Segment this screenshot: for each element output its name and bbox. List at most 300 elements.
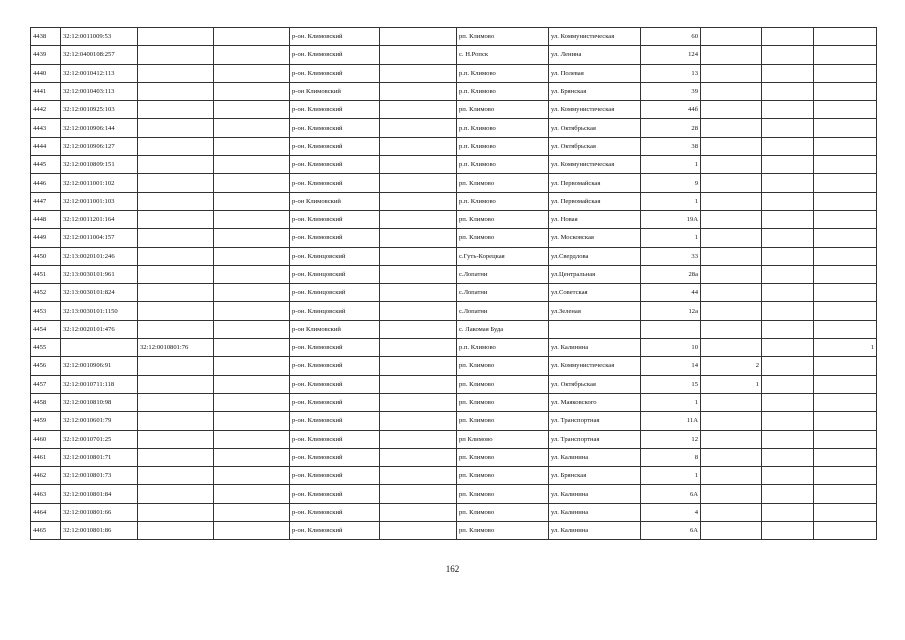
cadastral-number-alt-cell [138,210,214,228]
value-a-cell [701,82,762,100]
value-c-cell [814,302,877,320]
value-a-cell [701,229,762,247]
empty-cell-cell [214,467,290,485]
empty-cell-cell [380,467,457,485]
value-b-cell [762,375,814,393]
value-b-cell [762,156,814,174]
value-c-cell [814,174,877,192]
value-c-cell [814,119,877,137]
house-number-cell: 39 [641,82,701,100]
empty-cell-cell [380,119,457,137]
settlement-cell: рп. Климово [457,28,549,46]
empty-cell-cell [214,82,290,100]
value-b-cell [762,82,814,100]
district-cell: р-он. Климовский [290,174,380,192]
value-a-cell [701,210,762,228]
empty-cell-cell [380,137,457,155]
cadastral-number-cell: 32:12:0010403:113 [61,82,138,100]
table-row [31,430,877,448]
value-c-cell [814,265,877,283]
empty-cell-cell [214,119,290,137]
table-row [31,320,877,338]
empty-cell-cell [380,339,457,357]
cadastral-number-alt-cell [138,137,214,155]
cadastral-number-cell: 32:13:0030101:961 [61,265,138,283]
value-b-cell [762,302,814,320]
value-a-cell [701,302,762,320]
value-b-cell [762,467,814,485]
table-row [31,302,877,320]
row-number-cell: 4439 [31,46,61,64]
empty-cell-cell [380,320,457,338]
settlement-cell: с.Лопатни [457,302,549,320]
value-b-cell [762,284,814,302]
value-c-cell [814,412,877,430]
cadastral-number-alt-cell [138,82,214,100]
cadastral-number-alt-cell [138,46,214,64]
row-number-cell: 4440 [31,64,61,82]
district-cell: р-он. Климовский [290,64,380,82]
value-a-cell [701,522,762,540]
cadastral-number-alt-cell [138,357,214,375]
empty-cell-cell [214,485,290,503]
empty-cell-cell [214,174,290,192]
district-cell: р-он. Климовский [290,467,380,485]
house-number-cell: 9 [641,174,701,192]
district-cell: р-он Климовский [290,82,380,100]
value-b-cell [762,64,814,82]
value-a-cell [701,412,762,430]
empty-cell-cell [380,192,457,210]
table-row [31,375,877,393]
empty-cell-cell [380,210,457,228]
table-row [31,412,877,430]
row-number-cell: 4459 [31,412,61,430]
empty-cell-cell [380,229,457,247]
value-c-cell [814,156,877,174]
value-a-cell: 2 [701,357,762,375]
table-row [31,467,877,485]
empty-cell-cell [380,284,457,302]
table-row [31,448,877,466]
empty-cell-cell [214,229,290,247]
house-number-cell: 124 [641,46,701,64]
house-number-cell: 28 [641,119,701,137]
settlement-cell: рп. Климово [457,210,549,228]
settlement-cell: рп. Климово [457,375,549,393]
house-number-cell: 14 [641,357,701,375]
value-a-cell [701,119,762,137]
district-cell: р-он. Климовский [290,357,380,375]
cadastral-number-cell [61,339,138,357]
value-b-cell [762,320,814,338]
cadastral-number-cell: 32:12:0011001:103 [61,192,138,210]
empty-cell-cell [214,265,290,283]
house-number-cell: 11А [641,412,701,430]
empty-cell-cell [380,412,457,430]
cadastral-number-cell: 32:12:0010925:103 [61,101,138,119]
row-number-cell: 4449 [31,229,61,247]
table-row [31,265,877,283]
cadastral-number-alt-cell: 32:12:0010801:76 [138,339,214,357]
cadastral-number-alt-cell [138,64,214,82]
street-cell: ул. Первомайская [549,174,641,192]
row-number-cell: 4454 [31,320,61,338]
street-cell: ул. Московская [549,229,641,247]
empty-cell-cell [214,412,290,430]
table-row [31,82,877,100]
value-b-cell [762,265,814,283]
registry-table [30,27,877,540]
value-c-cell [814,522,877,540]
table-row [31,503,877,521]
row-number-cell: 4438 [31,28,61,46]
street-cell: ул. Коммунистическая [549,357,641,375]
empty-cell-cell [380,28,457,46]
street-cell: ул. Калинина [549,339,641,357]
value-a-cell [701,101,762,119]
house-number-cell: 1 [641,229,701,247]
value-b-cell [762,101,814,119]
cadastral-number-alt-cell [138,448,214,466]
empty-cell-cell [380,247,457,265]
settlement-cell: р.п. Климово [457,137,549,155]
cadastral-number-cell: 32:12:0010801:73 [61,467,138,485]
house-number-cell: 12а [641,302,701,320]
empty-cell-cell [214,284,290,302]
table-row [31,393,877,411]
empty-cell-cell [214,210,290,228]
value-c-cell [814,192,877,210]
empty-cell-cell [214,375,290,393]
street-cell: ул.Советская [549,284,641,302]
table-row [31,64,877,82]
settlement-cell: рп Климово [457,430,549,448]
empty-cell-cell [380,82,457,100]
value-a-cell [701,247,762,265]
settlement-cell: рп. Климово [457,485,549,503]
row-number-cell: 4443 [31,119,61,137]
cadastral-number-alt-cell [138,101,214,119]
empty-cell-cell [214,192,290,210]
empty-cell-cell [214,46,290,64]
value-a-cell [701,339,762,357]
value-b-cell [762,485,814,503]
settlement-cell: рп. Климово [457,101,549,119]
value-b-cell [762,229,814,247]
row-number-cell: 4450 [31,247,61,265]
cadastral-number-alt-cell [138,265,214,283]
cadastral-number-cell: 32:12:0010906:127 [61,137,138,155]
district-cell: р-он Климовский [290,192,380,210]
row-number-cell: 4455 [31,339,61,357]
district-cell: р-он. Клинцовский [290,302,380,320]
page-number: 162 [445,564,460,574]
value-b-cell [762,412,814,430]
house-number-cell: 6А [641,522,701,540]
row-number-cell: 4446 [31,174,61,192]
cadastral-number-alt-cell [138,430,214,448]
street-cell: ул. Октябрьская [549,119,641,137]
cadastral-number-cell: 32:13:0030101:1150 [61,302,138,320]
table-row [31,339,877,357]
cadastral-number-alt-cell [138,320,214,338]
street-cell: ул. Брянская [549,467,641,485]
value-c-cell [814,229,877,247]
value-c-cell [814,357,877,375]
settlement-cell: р.п. Климово [457,156,549,174]
value-a-cell [701,137,762,155]
house-number-cell: 28а [641,265,701,283]
district-cell: р-он. Климовский [290,485,380,503]
district-cell: р-он. Климовский [290,156,380,174]
value-c-cell [814,137,877,155]
district-cell: р-он. Климовский [290,412,380,430]
district-cell: р-он. Клинцовский [290,284,380,302]
value-b-cell [762,339,814,357]
value-b-cell [762,357,814,375]
district-cell: р-он. Климовский [290,448,380,466]
value-a-cell [701,64,762,82]
settlement-cell: рп. Климово [457,412,549,430]
table-body [31,28,877,540]
empty-cell-cell [214,137,290,155]
value-c-cell [814,210,877,228]
settlement-cell: р.п. Климово [457,339,549,357]
value-a-cell [701,503,762,521]
row-number-cell: 4447 [31,192,61,210]
cadastral-number-alt-cell [138,375,214,393]
street-cell: ул. Ленина [549,46,641,64]
value-c-cell [814,448,877,466]
table-row [31,156,877,174]
settlement-cell: с.Лопатни [457,265,549,283]
house-number-cell: 19А [641,210,701,228]
value-c-cell [814,503,877,521]
empty-cell-cell [214,339,290,357]
value-c-cell [814,247,877,265]
value-b-cell [762,192,814,210]
street-cell: ул. Новая [549,210,641,228]
house-number-cell: 4 [641,503,701,521]
cadastral-number-cell: 32:12:0010906:91 [61,357,138,375]
row-number-cell: 4458 [31,393,61,411]
cadastral-number-cell: 32:12:0010701:25 [61,430,138,448]
empty-cell-cell [214,503,290,521]
row-number-cell: 4460 [31,430,61,448]
cadastral-number-alt-cell [138,229,214,247]
value-b-cell [762,46,814,64]
cadastral-number-cell: 32:12:0010801:66 [61,503,138,521]
cadastral-number-alt-cell [138,503,214,521]
district-cell: р-он. Климовский [290,137,380,155]
value-b-cell [762,393,814,411]
house-number-cell: 38 [641,137,701,155]
cadastral-number-alt-cell [138,393,214,411]
value-c-cell [814,320,877,338]
table-row [31,210,877,228]
cadastral-number-cell: 32:12:0011009:53 [61,28,138,46]
empty-cell-cell [380,393,457,411]
cadastral-number-alt-cell [138,467,214,485]
value-a-cell [701,46,762,64]
cadastral-number-cell: 32:12:0010801:86 [61,522,138,540]
house-number-cell: 60 [641,28,701,46]
table-row [31,174,877,192]
empty-cell-cell [380,522,457,540]
value-c-cell [814,46,877,64]
house-number-cell: 1 [641,467,701,485]
house-number-cell: 44 [641,284,701,302]
value-c-cell [814,64,877,82]
empty-cell-cell [380,485,457,503]
empty-cell-cell [214,247,290,265]
settlement-cell: с.Лопатни [457,284,549,302]
value-a-cell [701,485,762,503]
street-cell: ул. Коммунистическая [549,156,641,174]
empty-cell-cell [214,357,290,375]
cadastral-number-cell: 32:12:0011201:164 [61,210,138,228]
house-number-cell: 15 [641,375,701,393]
value-a-cell [701,174,762,192]
street-cell: ул. Брянская [549,82,641,100]
empty-cell-cell [214,448,290,466]
street-cell: ул. Первомайская [549,192,641,210]
cadastral-number-alt-cell [138,412,214,430]
empty-cell-cell [380,375,457,393]
table-row [31,485,877,503]
cadastral-number-alt-cell [138,174,214,192]
street-cell: ул. Транспортная [549,412,641,430]
empty-cell-cell [214,64,290,82]
row-number-cell: 4457 [31,375,61,393]
district-cell: р-он. Климовский [290,46,380,64]
empty-cell-cell [214,430,290,448]
empty-cell-cell [380,265,457,283]
house-number-cell: 6А [641,485,701,503]
cadastral-number-cell: 32:12:0010801:84 [61,485,138,503]
empty-cell-cell [380,156,457,174]
value-c-cell [814,284,877,302]
settlement-cell: рп. Климово [457,229,549,247]
value-a-cell [701,192,762,210]
value-a-cell [701,393,762,411]
street-cell: ул. Октябрьская [549,375,641,393]
empty-cell-cell [380,64,457,82]
value-b-cell [762,137,814,155]
table-row [31,357,877,375]
district-cell: р-он. Климовский [290,503,380,521]
district-cell: р-он. Климовский [290,101,380,119]
district-cell: р-он. Клинцовский [290,247,380,265]
empty-cell-cell [214,320,290,338]
row-number-cell: 4456 [31,357,61,375]
value-b-cell [762,247,814,265]
district-cell: р-он. Климовский [290,430,380,448]
cadastral-number-cell: 32:12:0010801:71 [61,448,138,466]
settlement-cell: с. Лакомая Буда [457,320,549,338]
table-row [31,284,877,302]
empty-cell-cell [380,430,457,448]
house-number-cell: 10 [641,339,701,357]
cadastral-number-cell: 32:12:0400108:257 [61,46,138,64]
cadastral-number-cell: 32:12:0011001:102 [61,174,138,192]
value-a-cell [701,284,762,302]
value-c-cell [814,467,877,485]
street-cell: ул.Центральная [549,265,641,283]
value-b-cell [762,522,814,540]
cadastral-number-alt-cell [138,28,214,46]
row-number-cell: 4445 [31,156,61,174]
district-cell: р-он. Климовский [290,375,380,393]
empty-cell-cell [214,522,290,540]
street-cell: ул. Маяковского [549,393,641,411]
district-cell: р-он. Климовский [290,119,380,137]
empty-cell-cell [380,101,457,119]
empty-cell-cell [214,302,290,320]
cadastral-number-alt-cell [138,156,214,174]
settlement-cell: рп. Климово [457,522,549,540]
cadastral-number-alt-cell [138,522,214,540]
registry-table-sheet [30,27,876,540]
table-row [31,522,877,540]
cadastral-number-cell: 32:12:0010711:118 [61,375,138,393]
value-a-cell [701,265,762,283]
cadastral-number-cell: 32:12:0010810:98 [61,393,138,411]
empty-cell-cell [380,448,457,466]
street-cell [549,320,641,338]
empty-cell-cell [214,101,290,119]
settlement-cell: рп. Климово [457,357,549,375]
house-number-cell: 1 [641,156,701,174]
value-b-cell [762,174,814,192]
cadastral-number-cell: 32:12:0011004:157 [61,229,138,247]
value-c-cell [814,375,877,393]
value-c-cell [814,485,877,503]
value-b-cell [762,28,814,46]
cadastral-number-cell: 32:12:0010809:151 [61,156,138,174]
cadastral-number-cell: 32:12:0010906:144 [61,119,138,137]
table-row [31,101,877,119]
cadastral-number-alt-cell [138,485,214,503]
cadastral-number-cell: 32:12:0010601:79 [61,412,138,430]
value-a-cell [701,467,762,485]
street-cell: ул. Транспортная [549,430,641,448]
row-number-cell: 4442 [31,101,61,119]
empty-cell-cell [380,46,457,64]
empty-cell-cell [380,357,457,375]
empty-cell-cell [214,393,290,411]
value-a-cell: 1 [701,375,762,393]
table-row [31,28,877,46]
row-number-cell: 4465 [31,522,61,540]
district-cell: р-он. Климовский [290,229,380,247]
street-cell: ул. Полевая [549,64,641,82]
row-number-cell: 4453 [31,302,61,320]
value-a-cell [701,448,762,466]
value-c-cell [814,393,877,411]
cadastral-number-alt-cell [138,247,214,265]
house-number-cell: 33 [641,247,701,265]
settlement-cell: рп. Климово [457,503,549,521]
district-cell: р-он. Климовский [290,393,380,411]
value-b-cell [762,503,814,521]
value-b-cell [762,210,814,228]
table-row [31,46,877,64]
house-number-cell: 12 [641,430,701,448]
row-number-cell: 4441 [31,82,61,100]
empty-cell-cell [214,156,290,174]
